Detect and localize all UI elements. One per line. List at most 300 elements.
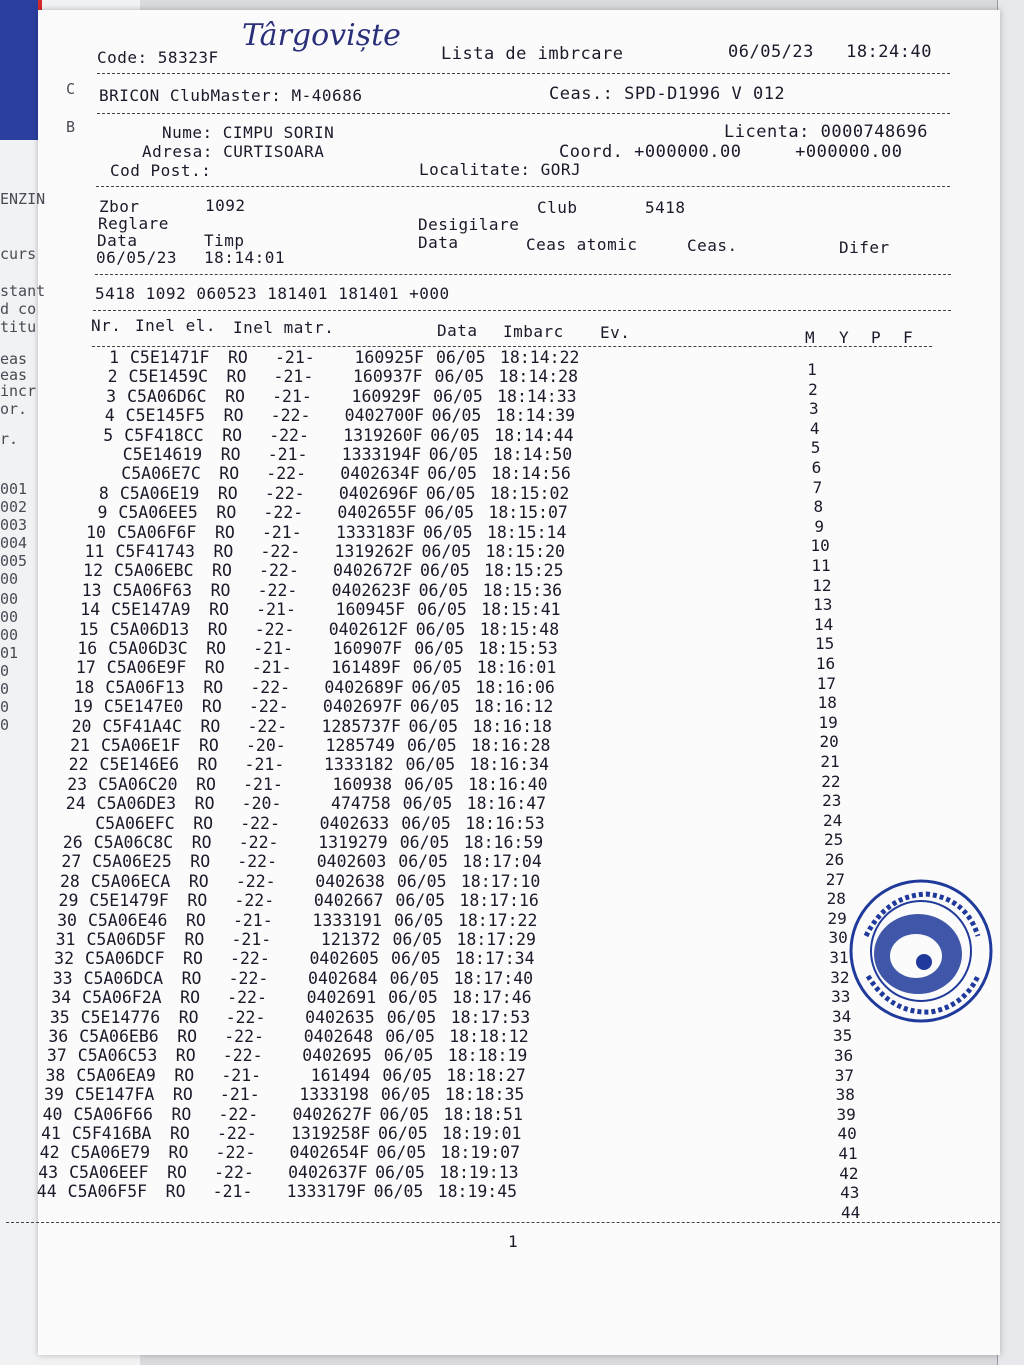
electronic-ring: C5E146E6: [99, 755, 180, 775]
electronic-ring: C5A06D5F: [86, 930, 166, 949]
divider: [97, 113, 950, 114]
atomic-clock-label: Ceas atomic: [526, 235, 638, 254]
electronic-ring: C5A06C8C: [93, 833, 174, 852]
country-code: RO: [214, 522, 235, 542]
owner-name: Nume: CIMPU SORIN: [162, 123, 335, 142]
arrival-date: 06/05: [383, 1046, 434, 1066]
country-code: RO: [172, 1085, 193, 1105]
underlay-fragment: incr: [0, 382, 37, 400]
place-number: 15: [814, 634, 835, 654]
country-code: RO: [170, 1124, 190, 1143]
registration-ring: 1333198: [299, 1085, 369, 1105]
underlay-fragment: stant: [0, 282, 46, 300]
underlay-fragment: eas: [0, 350, 28, 368]
row-number: 41: [41, 1124, 61, 1143]
underlay-fragment: 001: [0, 480, 28, 498]
row-number: 35: [49, 1007, 70, 1027]
place-number: 39: [836, 1104, 856, 1124]
country-code: RO: [191, 833, 212, 852]
arrival-time: 18:16:40: [468, 774, 548, 794]
country-code: RO: [194, 794, 215, 814]
ring-year: -22-: [266, 464, 307, 484]
registration-ring: 160907F: [332, 639, 403, 658]
arrival-time: 18:14:28: [498, 367, 579, 387]
underlay-fragment: 0: [0, 716, 10, 734]
page-number: 1: [508, 1232, 518, 1251]
place-number: 7: [812, 477, 823, 497]
arrival-time: 18:17:29: [456, 930, 536, 949]
country-code: RO: [217, 483, 238, 503]
registration-ring: 0402623F: [331, 580, 412, 600]
registration-ring: 0402684: [308, 968, 378, 988]
arrival-date: 06/05: [385, 1027, 435, 1046]
ring-year: -21-: [251, 658, 292, 678]
ring-year: -22-: [230, 949, 270, 969]
arrival-date: 06/05: [405, 755, 456, 775]
ring-year: -22-: [224, 1027, 264, 1046]
underlay-fragment: 0: [0, 662, 10, 680]
place-number: 30: [828, 928, 848, 948]
reglare-time: 18:14:01: [204, 248, 286, 267]
ring-year: -21-: [231, 930, 272, 949]
registration-ring: 0402637F: [288, 1162, 368, 1182]
electronic-ring: C5A06DCA: [83, 968, 164, 988]
ring-year: -22-: [257, 580, 298, 600]
underlay-fragment: 0: [0, 698, 10, 716]
row-number: 43: [38, 1162, 59, 1182]
arrival-date: 06/05: [380, 1085, 431, 1105]
ring-year: -20-: [246, 736, 286, 755]
place-number: 32: [830, 967, 850, 987]
electronic-ring: C5A06F13: [105, 677, 185, 697]
registration-ring: 1333182: [324, 755, 394, 775]
arrival-time: 18:17:22: [457, 910, 538, 930]
underlay-fragment: 00: [0, 608, 19, 626]
license-number: Licenta: 0000748696: [724, 122, 928, 142]
place-number: 25: [823, 830, 844, 850]
arrival-time: 18:15:02: [489, 483, 570, 503]
place-number: 26: [824, 850, 845, 869]
arrival-date: 06/05: [376, 1143, 427, 1163]
arrival-date: 06/05: [391, 949, 441, 969]
electronic-ring: C5E147E0: [103, 697, 184, 717]
col-nr: Nr.: [91, 316, 122, 335]
registration-ring: 0402634F: [340, 464, 420, 484]
arrival-date: 06/05: [396, 871, 447, 891]
place-number: 27: [825, 869, 846, 889]
place-number: 16: [815, 654, 836, 673]
ring-year: -22-: [240, 813, 280, 833]
electronic-ring: C5A06E7C: [121, 464, 201, 484]
arrival-date: 06/05: [430, 425, 480, 445]
registration-ring: 1333191: [312, 910, 382, 930]
ring-year: -21-: [261, 522, 302, 542]
electronic-ring: C5A06EEF: [69, 1162, 149, 1182]
place-number: 35: [832, 1026, 853, 1046]
place-number: 1: [807, 360, 817, 379]
arrival-date: 06/05: [408, 716, 459, 736]
arrival-time: 18:14:50: [492, 445, 573, 464]
ring-year: -20-: [241, 794, 282, 814]
arrival-date: 06/05: [373, 1182, 424, 1202]
arrival-date: 06/05: [382, 1065, 433, 1085]
row-number: 29: [58, 891, 79, 911]
country-code: RO: [207, 619, 228, 639]
registration-ring: 0402697F: [322, 697, 403, 717]
code-label: Code: 58323F: [97, 48, 219, 67]
registration-ring: 160929F: [351, 386, 422, 406]
desigilare-label: Desigilare: [418, 215, 520, 234]
divider: [97, 73, 950, 74]
place-number: 2: [808, 379, 818, 399]
place-number: 31: [829, 948, 849, 967]
electronic-ring: C5A06DCF: [85, 949, 165, 969]
arrival-time: 18:17:34: [455, 949, 535, 969]
row-number: 33: [52, 968, 73, 988]
place-number: 23: [822, 791, 842, 811]
col-m: M: [805, 328, 816, 347]
arrival-date: 06/05: [433, 386, 483, 406]
row-number: 8: [98, 483, 109, 503]
arrival-date: 06/05: [422, 522, 473, 542]
electronic-ring: C5A06E46: [87, 910, 168, 930]
row-number: 36: [48, 1027, 69, 1046]
arrival-date: 06/05: [401, 813, 451, 833]
row-number: 15: [78, 619, 99, 639]
arrival-date: 06/05: [386, 1007, 437, 1027]
underlay-fragment: r.: [0, 430, 19, 448]
registration-ring: 1285737F: [321, 716, 401, 736]
arrival-time: 18:14:56: [491, 464, 571, 484]
country-code: RO: [220, 445, 241, 464]
arrival-time: 18:17:10: [460, 871, 541, 891]
place-number: 18: [817, 693, 837, 713]
ring-year: -22-: [214, 1162, 254, 1182]
flight-number: 1092: [205, 196, 246, 215]
arrival-date: 06/05: [436, 348, 486, 367]
country-code: RO: [187, 891, 208, 911]
registration-ring: 1319260F: [343, 425, 423, 445]
row-number: 23: [67, 774, 88, 794]
registration-ring: 0402603: [316, 852, 387, 872]
arrival-time: 18:16:01: [476, 658, 557, 678]
arrival-time: 18:15:25: [484, 561, 564, 581]
electronic-ring: C5A06EBC: [114, 561, 194, 581]
arrival-date: 06/05: [412, 658, 463, 678]
row-number: 39: [44, 1085, 64, 1105]
arrival-time: 18:17:16: [459, 891, 539, 911]
registration-ring: 0402633: [319, 813, 390, 833]
arrival-date: 06/05: [395, 891, 446, 911]
data-label-2: Data: [418, 233, 459, 252]
ring-year: -21-: [275, 348, 315, 367]
registration-ring: 0402648: [303, 1027, 374, 1046]
arrival-date: 06/05: [388, 988, 438, 1008]
electronic-ring: C5A06EFC: [95, 813, 175, 833]
country-code: RO: [185, 910, 206, 930]
registration-ring: 160937F: [353, 367, 423, 387]
flight-label: Zbor: [99, 197, 140, 216]
col-ev: Ev.: [600, 323, 631, 342]
arrival-date: 06/05: [392, 930, 443, 949]
col-f: F: [903, 328, 914, 347]
registration-ring: 161489F: [331, 658, 401, 678]
country-code: RO: [219, 464, 240, 484]
row-number: 20: [71, 716, 92, 736]
ring-year: -21-: [253, 639, 293, 658]
row-number: 30: [57, 910, 77, 930]
electronic-ring: C5A06E25: [92, 852, 172, 872]
ring-year: -22-: [225, 1007, 266, 1027]
place-number: 44: [841, 1202, 861, 1222]
registration-ring: 160925F: [354, 348, 424, 367]
place-number: 3: [808, 399, 819, 419]
col-data: Data: [437, 321, 478, 340]
federation-stamp: [846, 876, 996, 1026]
country-code: RO: [175, 1046, 196, 1066]
place-number: 37: [834, 1065, 855, 1085]
row-number: 21: [70, 736, 90, 755]
underlay-fragment: 00: [0, 570, 19, 588]
ring-year: -21-: [256, 600, 296, 620]
arrival-time: 18:17:53: [450, 1007, 531, 1027]
row-number: 40: [42, 1104, 63, 1124]
country-code: RO: [223, 406, 244, 426]
country-code: RO: [177, 1027, 198, 1046]
place-number: 6: [811, 458, 822, 477]
place-number: 41: [838, 1144, 858, 1163]
row-number: 38: [45, 1065, 66, 1085]
registration-ring: 0402695: [302, 1046, 372, 1066]
underlay-fragment: 0: [0, 680, 10, 698]
col-imbarc: Imbarc: [503, 322, 564, 341]
electronic-ring: C5A06DE3: [96, 794, 177, 814]
ring-year: -22-: [269, 425, 309, 445]
country-code: RO: [206, 639, 227, 658]
registration-ring: 160945F: [335, 600, 406, 620]
locality: Localitate: GORJ: [419, 160, 582, 179]
registration-ring: 0402667: [313, 891, 384, 911]
ring-year: -22-: [218, 1104, 259, 1124]
arrival-date: 06/05: [434, 367, 485, 387]
arrival-date: 06/05: [420, 561, 470, 581]
row-number: 26: [62, 833, 83, 852]
country-code: RO: [183, 949, 203, 969]
arrival-time: 18:16:06: [475, 677, 555, 697]
ring-year: -22-: [228, 968, 269, 988]
country-code: RO: [228, 348, 248, 367]
registration-ring: 0402689F: [324, 677, 404, 697]
registration-ring: 0402654F: [289, 1143, 370, 1163]
arrival-time: 18:14:44: [494, 425, 574, 445]
underlay-fragment: 002: [0, 498, 28, 516]
arrival-time: 18:16:59: [463, 833, 544, 852]
country-code: RO: [184, 930, 205, 949]
electronic-ring: C5F41743: [115, 542, 195, 561]
arrival-date: 06/05: [424, 503, 475, 523]
country-code: RO: [181, 968, 202, 988]
registration-ring: 160938: [332, 774, 393, 794]
registration-ring: 1285749: [325, 736, 395, 755]
registration-ring: 121372: [320, 930, 381, 949]
divider: [95, 274, 951, 275]
col-inel-el: Inel el.: [135, 316, 217, 335]
underlay-fragment: eas: [0, 366, 28, 384]
ring-year: -22-: [247, 716, 288, 736]
electronic-ring: C5A06EE5: [118, 503, 198, 523]
summary-line: 5418 1092 060523 181401 181401 +000: [95, 284, 450, 303]
registration-ring: 0402696F: [338, 483, 419, 503]
electronic-ring: C5A06C20: [98, 774, 178, 794]
electronic-ring: C5A06D13: [109, 619, 190, 639]
place-number: 14: [814, 614, 834, 634]
place-number: 21: [820, 752, 840, 771]
registration-ring: 0402655F: [337, 503, 417, 523]
electronic-ring: C5A06E79: [70, 1143, 151, 1163]
arrival-time: 18:18:19: [447, 1046, 528, 1066]
row-number: 4: [104, 406, 115, 426]
arrival-time: 18:15:14: [486, 522, 567, 542]
country-code: RO: [167, 1162, 187, 1182]
registration-ring: 1319258F: [291, 1124, 371, 1143]
electronic-ring: C5A06E19: [119, 483, 200, 503]
underlay-fragment: d co: [0, 300, 37, 318]
arrival-time: 18:16:34: [469, 755, 550, 775]
arrival-time: 18:15:53: [478, 639, 558, 658]
place-number: 12: [812, 575, 832, 595]
underlay-fragment: titu: [0, 318, 37, 336]
underlay-fragment: 00: [0, 590, 19, 608]
row-number: 22: [68, 755, 89, 775]
arrival-time: 18:16:18: [472, 716, 552, 736]
place-number: 17: [816, 673, 837, 693]
electronic-ring: C5E14776: [80, 1007, 161, 1027]
arrival-date: 06/05: [421, 542, 472, 561]
arrival-date: 06/05: [398, 852, 448, 872]
divider: [92, 346, 932, 347]
electronic-ring: C5F41A4C: [102, 716, 182, 736]
arrival-date: 06/05: [428, 445, 479, 464]
row-number: 44: [36, 1182, 57, 1202]
coordinates: Coord. +000000.00 +000000.00: [559, 142, 903, 162]
registration-ring: 0402635: [305, 1007, 375, 1027]
arrival-time: 18:15:36: [482, 580, 563, 600]
divider: [93, 310, 951, 311]
row-number: 18: [74, 677, 95, 697]
ring-year: -22-: [238, 833, 279, 852]
electronic-ring: C5E1471F: [130, 348, 210, 367]
ring-year: -21-: [221, 1065, 262, 1085]
country-code: RO: [168, 1143, 189, 1163]
country-code: RO: [190, 852, 211, 872]
arrival-time: 18:15:20: [485, 542, 565, 561]
registration-ring: 1333194F: [341, 445, 422, 464]
country-code: RO: [216, 503, 237, 523]
arrival-time: 18:15:48: [479, 619, 560, 639]
country-code: RO: [226, 367, 247, 387]
country-code: RO: [200, 716, 221, 736]
place-number: 42: [839, 1163, 859, 1183]
underlay-fragment: 01: [0, 644, 19, 662]
row-number: 2: [107, 367, 118, 387]
electronic-ring: C5A06F66: [73, 1104, 153, 1124]
registration-ring: 1333183F: [335, 522, 416, 542]
arrival-time: 18:18:27: [446, 1065, 526, 1085]
arrival-date: 06/05: [415, 619, 466, 639]
ring-year: -22-: [237, 852, 278, 872]
bottom-divider: [6, 1222, 1000, 1223]
arrival-time: 18:19:07: [440, 1143, 521, 1163]
col-p: P: [871, 328, 882, 347]
ring-year: -22-: [215, 1143, 256, 1163]
data-label: Data: [97, 231, 138, 250]
print-datetime: 06/05/23 18:24:40: [728, 42, 932, 62]
arrival-time: 18:18:12: [449, 1027, 529, 1046]
country-code: RO: [174, 1065, 195, 1085]
electronic-ring: C5A06D3C: [108, 639, 188, 658]
country-code: RO: [201, 697, 222, 717]
ring-year: -21-: [272, 386, 312, 406]
registration-ring: 0402672F: [333, 561, 413, 581]
registration-ring: 1333179F: [286, 1182, 367, 1202]
handwritten-place: Târgoviște: [242, 18, 401, 53]
arrival-time: 18:17:40: [453, 968, 534, 988]
row-number: 27: [61, 852, 82, 872]
place-number: 33: [831, 987, 851, 1007]
registration-ring: 0402691: [306, 988, 377, 1008]
country-code: RO: [204, 658, 225, 678]
country-code: RO: [193, 813, 214, 833]
arrival-time: 18:15:41: [481, 600, 561, 620]
arrival-date: 06/05: [378, 1124, 428, 1143]
reglare-date: 06/05/23: [96, 248, 178, 267]
club-label: Club: [537, 198, 578, 217]
electronic-ring: C5A06C53: [77, 1046, 158, 1066]
electronic-ring: C5E147FA: [74, 1085, 155, 1105]
place-number: 5: [810, 438, 821, 458]
arrival-time: 18:19:13: [439, 1162, 519, 1182]
arrival-time: 18:17:04: [462, 852, 542, 872]
row-number: 11: [84, 542, 105, 561]
place-number: 8: [813, 497, 824, 517]
ring-year: -21-: [219, 1085, 260, 1105]
electronic-ring: C5A06F63: [112, 580, 193, 600]
row-number: 3: [106, 386, 117, 406]
electronic-ring: C5A06F5F: [67, 1182, 148, 1202]
ring-year: -21-: [212, 1182, 253, 1202]
arrival-date: 06/05: [389, 968, 440, 988]
place-number: 9: [814, 516, 824, 536]
electronic-ring: C5A06D6C: [127, 386, 207, 406]
arrival-date: 06/05: [431, 406, 482, 426]
arrival-time: 18:18:35: [444, 1085, 525, 1105]
country-code: RO: [212, 561, 232, 581]
postal-code: Cod Post.:: [110, 161, 212, 180]
place-number: 28: [826, 889, 846, 909]
ring-year: -22-: [254, 619, 295, 639]
registration-ring: 474758: [331, 794, 391, 814]
country-code: RO: [178, 1007, 199, 1027]
col-y: Y: [839, 328, 850, 347]
row-number: 24: [65, 794, 86, 814]
place-number: 29: [827, 908, 847, 928]
arrival-time: 18:19:45: [437, 1182, 518, 1202]
divider: [96, 186, 950, 187]
underlay-fragment: 003: [0, 516, 28, 534]
ring-year: -21-: [267, 445, 308, 464]
registration-ring: 0402612F: [328, 619, 409, 639]
electronic-ring: C5A06F2A: [82, 988, 162, 1008]
